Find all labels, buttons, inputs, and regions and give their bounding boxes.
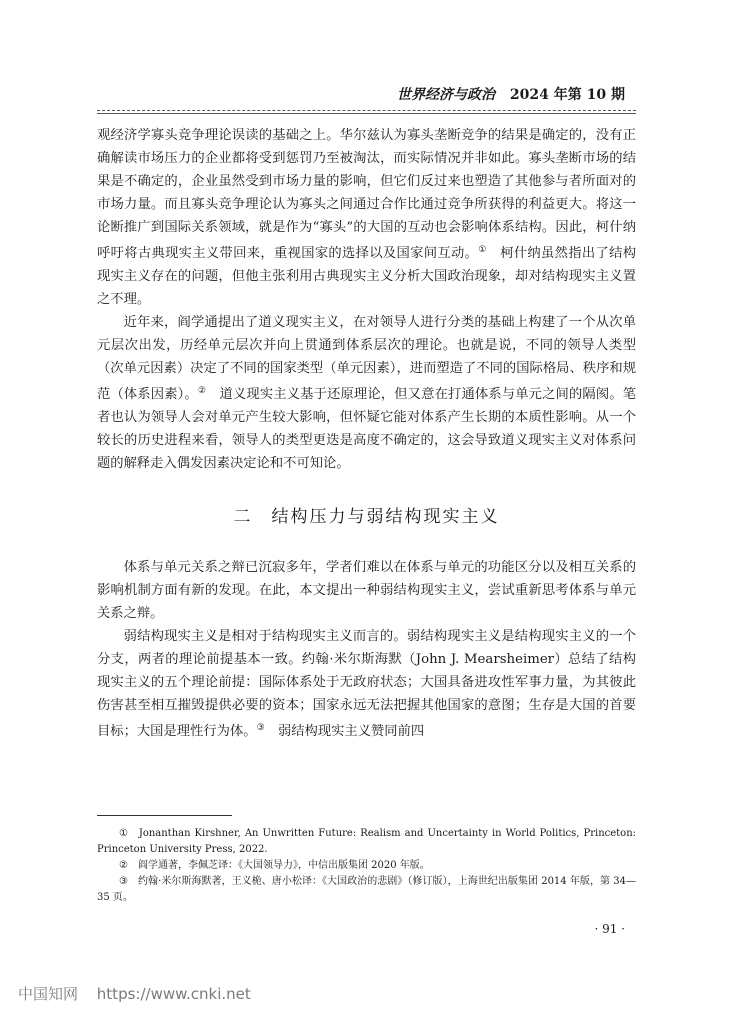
watermark-brand: 中国知网 xyxy=(18,985,79,1003)
footnote-text: 阎学通著，李佩芝译：《大国领导力》，中信出版集团 2020 年版。 xyxy=(137,860,430,871)
footnote xyxy=(97,826,636,858)
footnote-divider xyxy=(97,815,232,816)
footnote-marker[interactable]: ② xyxy=(197,386,207,396)
article-body xyxy=(97,124,636,743)
footnote-number: ③ xyxy=(119,876,129,887)
footnote-marker[interactable]: ③ xyxy=(256,723,265,733)
paragraph-text-continued: 柯什纳虽然指出了结构现实主义存在的问题，但他主张利用古典现实主义分析大国政治现象，却对结构现实主义置之不理。 xyxy=(97,246,637,307)
header-rule-dashed xyxy=(97,110,636,111)
paragraph-text-continued: 弱结构现实主义赞同前四 xyxy=(277,724,425,739)
paragraph-text: 近年来，阎学通提出了道义现实主义，在对领导人进行分类的基础上构建了一个从次单元层次出发，历经单元层次并向上贯通到体系层次的理论。也就是说，不同的领导人类型（次单元因素）决定了不同的国家类型（单元因素），进而塑造了不同的国际格局、秩序和规范（体系因素）。 xyxy=(97,315,636,402)
header-rule-solid xyxy=(97,113,636,114)
footnote-number: ② xyxy=(119,860,128,871)
running-header xyxy=(397,84,625,104)
paragraph xyxy=(97,625,636,743)
footnote xyxy=(97,858,636,874)
section-title: 二 结构压力与弱结构现实主义 xyxy=(233,507,500,527)
footnote-marker[interactable]: ① xyxy=(478,245,487,255)
paragraph xyxy=(97,124,636,311)
paragraph-text: 体系与单元关系之辩已沉寂多年，学者们难以在体系与单元的功能区分以及相互关系的影响机制方面有新的发现。在此，本文提出一种弱结构现实主义，尝试重新思考体系与单元关系之辩。 xyxy=(97,560,636,621)
paragraph xyxy=(97,556,636,625)
paragraph xyxy=(97,311,636,475)
journal-title: 世界经济与政治 xyxy=(397,87,496,103)
footnote xyxy=(97,874,636,906)
watermark-url[interactable]: https://www.cnki.net xyxy=(96,985,251,1003)
footnote-text: Jonanthan Kirshner, An Unwritten Future: Realism and Uncertainty in World Politics, Princeton: Princeton University Press, 2022. xyxy=(97,828,637,855)
paragraph-text: 观经济学寡头竞争理论误读的基础之上。华尔兹认为寡头垄断竞争的结果是确定的，没有正确解读市场压力的企业都将受到惩罚乃至被淘汰，而实际情况并非如此。寡头垄断市场的结果是不确定的，企业虽然受到市场力量的影响，但它们反过来也塑造了其他参与者所面对的市场力量。而且寡头竞争理论认为寡头之间通过合作比通过竞争所获得的利益更大。将这一论断推广到国际关系领域，就是作为“寡头”的大国的互动也会影响体系结构。因此，柯什纳呼吁将古典现实主义带回来，重视国家的选择以及国家间互动。 xyxy=(97,128,636,261)
cnki-watermark xyxy=(18,983,251,1004)
paragraph-text-continued: 道义现实主义基于还原理论，但又意在打通体系与单元之间的隔阂。笔者也认为领导人会对单元产生较大影响，但怀疑它能对体系产生长期的本质性影响。从一个较长的历史进程来看，领导人的类型更迭是高度不确定的，这会导致道义现实主义对体系问题的解释走入偶发因素决定论和不可知论。 xyxy=(97,387,637,471)
page-number: · 91 · xyxy=(594,922,625,936)
issue-label: 2024 年第 10 期 xyxy=(509,87,625,103)
footnote-number: ① xyxy=(119,828,129,839)
paragraph-text: 弱结构现实主义是相对于结构现实主义而言的。弱结构现实主义是结构现实主义的一个分支，两者的理论前提基本一致。约翰·米尔斯海默（John J. Mearsheimer）总结了结构现实主义的五个理论前提：国际体系处于无政府状态；大国具备进攻性军事力量，为其彼此伤害甚至相互摧毁提供必要的资本；国家永远无法把握其他国家的意图；生存是大国的首要目标；大国是理性行为体。 xyxy=(97,629,636,739)
footnotes xyxy=(97,826,636,906)
footnote-text: 约翰·米尔斯海默著，王义桅、唐小松译：《大国政治的悲剧》（修订版），上海世纪出版集团 2014 年版，第 34—35 页。 xyxy=(97,876,637,903)
